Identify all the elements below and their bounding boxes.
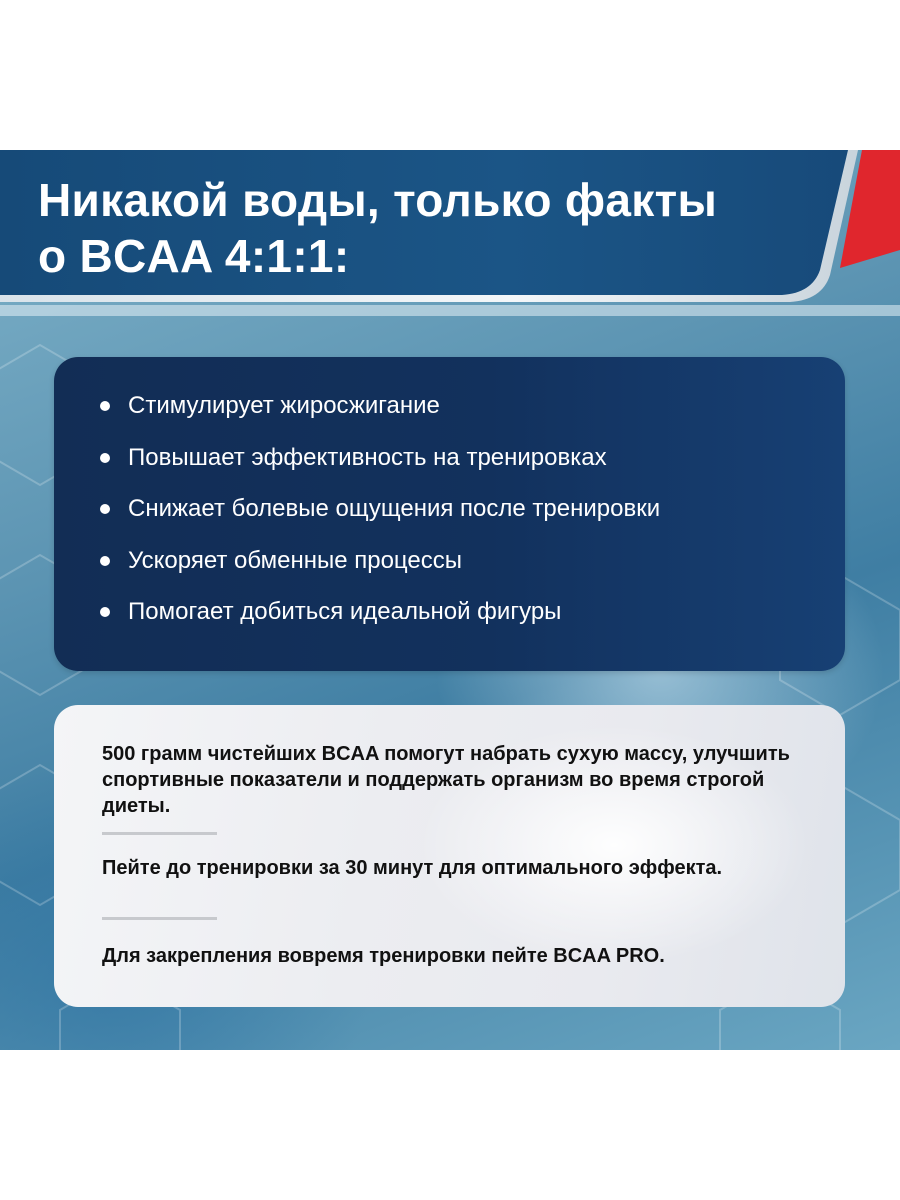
- list-item: [100, 393, 660, 419]
- bullet-icon: [100, 453, 110, 463]
- facts-list: [100, 393, 660, 651]
- bullet-icon: [100, 607, 110, 617]
- title-line-1: Никакой воды, только факты: [38, 174, 718, 226]
- bullet-icon: [100, 556, 110, 566]
- info-paragraph-3: Для закрепления вовремя тренировки пейте BCAA PRO.: [102, 945, 665, 967]
- bullet-icon: [100, 401, 110, 411]
- header-ribbon: [0, 150, 900, 315]
- title-line-2: о BCAA 4:1:1:: [38, 230, 350, 282]
- page-title: [38, 172, 717, 284]
- facts-card: [54, 357, 845, 671]
- promo-banner: [0, 150, 900, 1050]
- info-card: [54, 705, 845, 1007]
- divider: [102, 917, 217, 920]
- info-paragraph-2: Пейте до тренировки за 30 минут для оптимального эффекта.: [102, 857, 723, 879]
- list-item: [100, 445, 660, 471]
- list-item: [100, 548, 660, 574]
- fact-text: Снижает болевые ощущения после тренировки: [128, 495, 661, 522]
- bullet-icon: [100, 504, 110, 514]
- fact-text: Ускоряет обменные процессы: [128, 546, 462, 574]
- fact-text: Повышает эффективность на тренировках: [128, 443, 607, 471]
- info-paragraph-1: 500 грамм чистейших BCAA помогут набрать сухую массу, улучшить спортивные показатели и поддержать организм во время строгой диеты.: [102, 743, 790, 817]
- fact-text: Помогает добиться идеальной фигуры: [128, 598, 562, 625]
- divider: [102, 832, 217, 835]
- list-item: [100, 599, 660, 625]
- list-item: [100, 496, 660, 522]
- fact-text: Стимулирует жиросжигание: [128, 392, 440, 419]
